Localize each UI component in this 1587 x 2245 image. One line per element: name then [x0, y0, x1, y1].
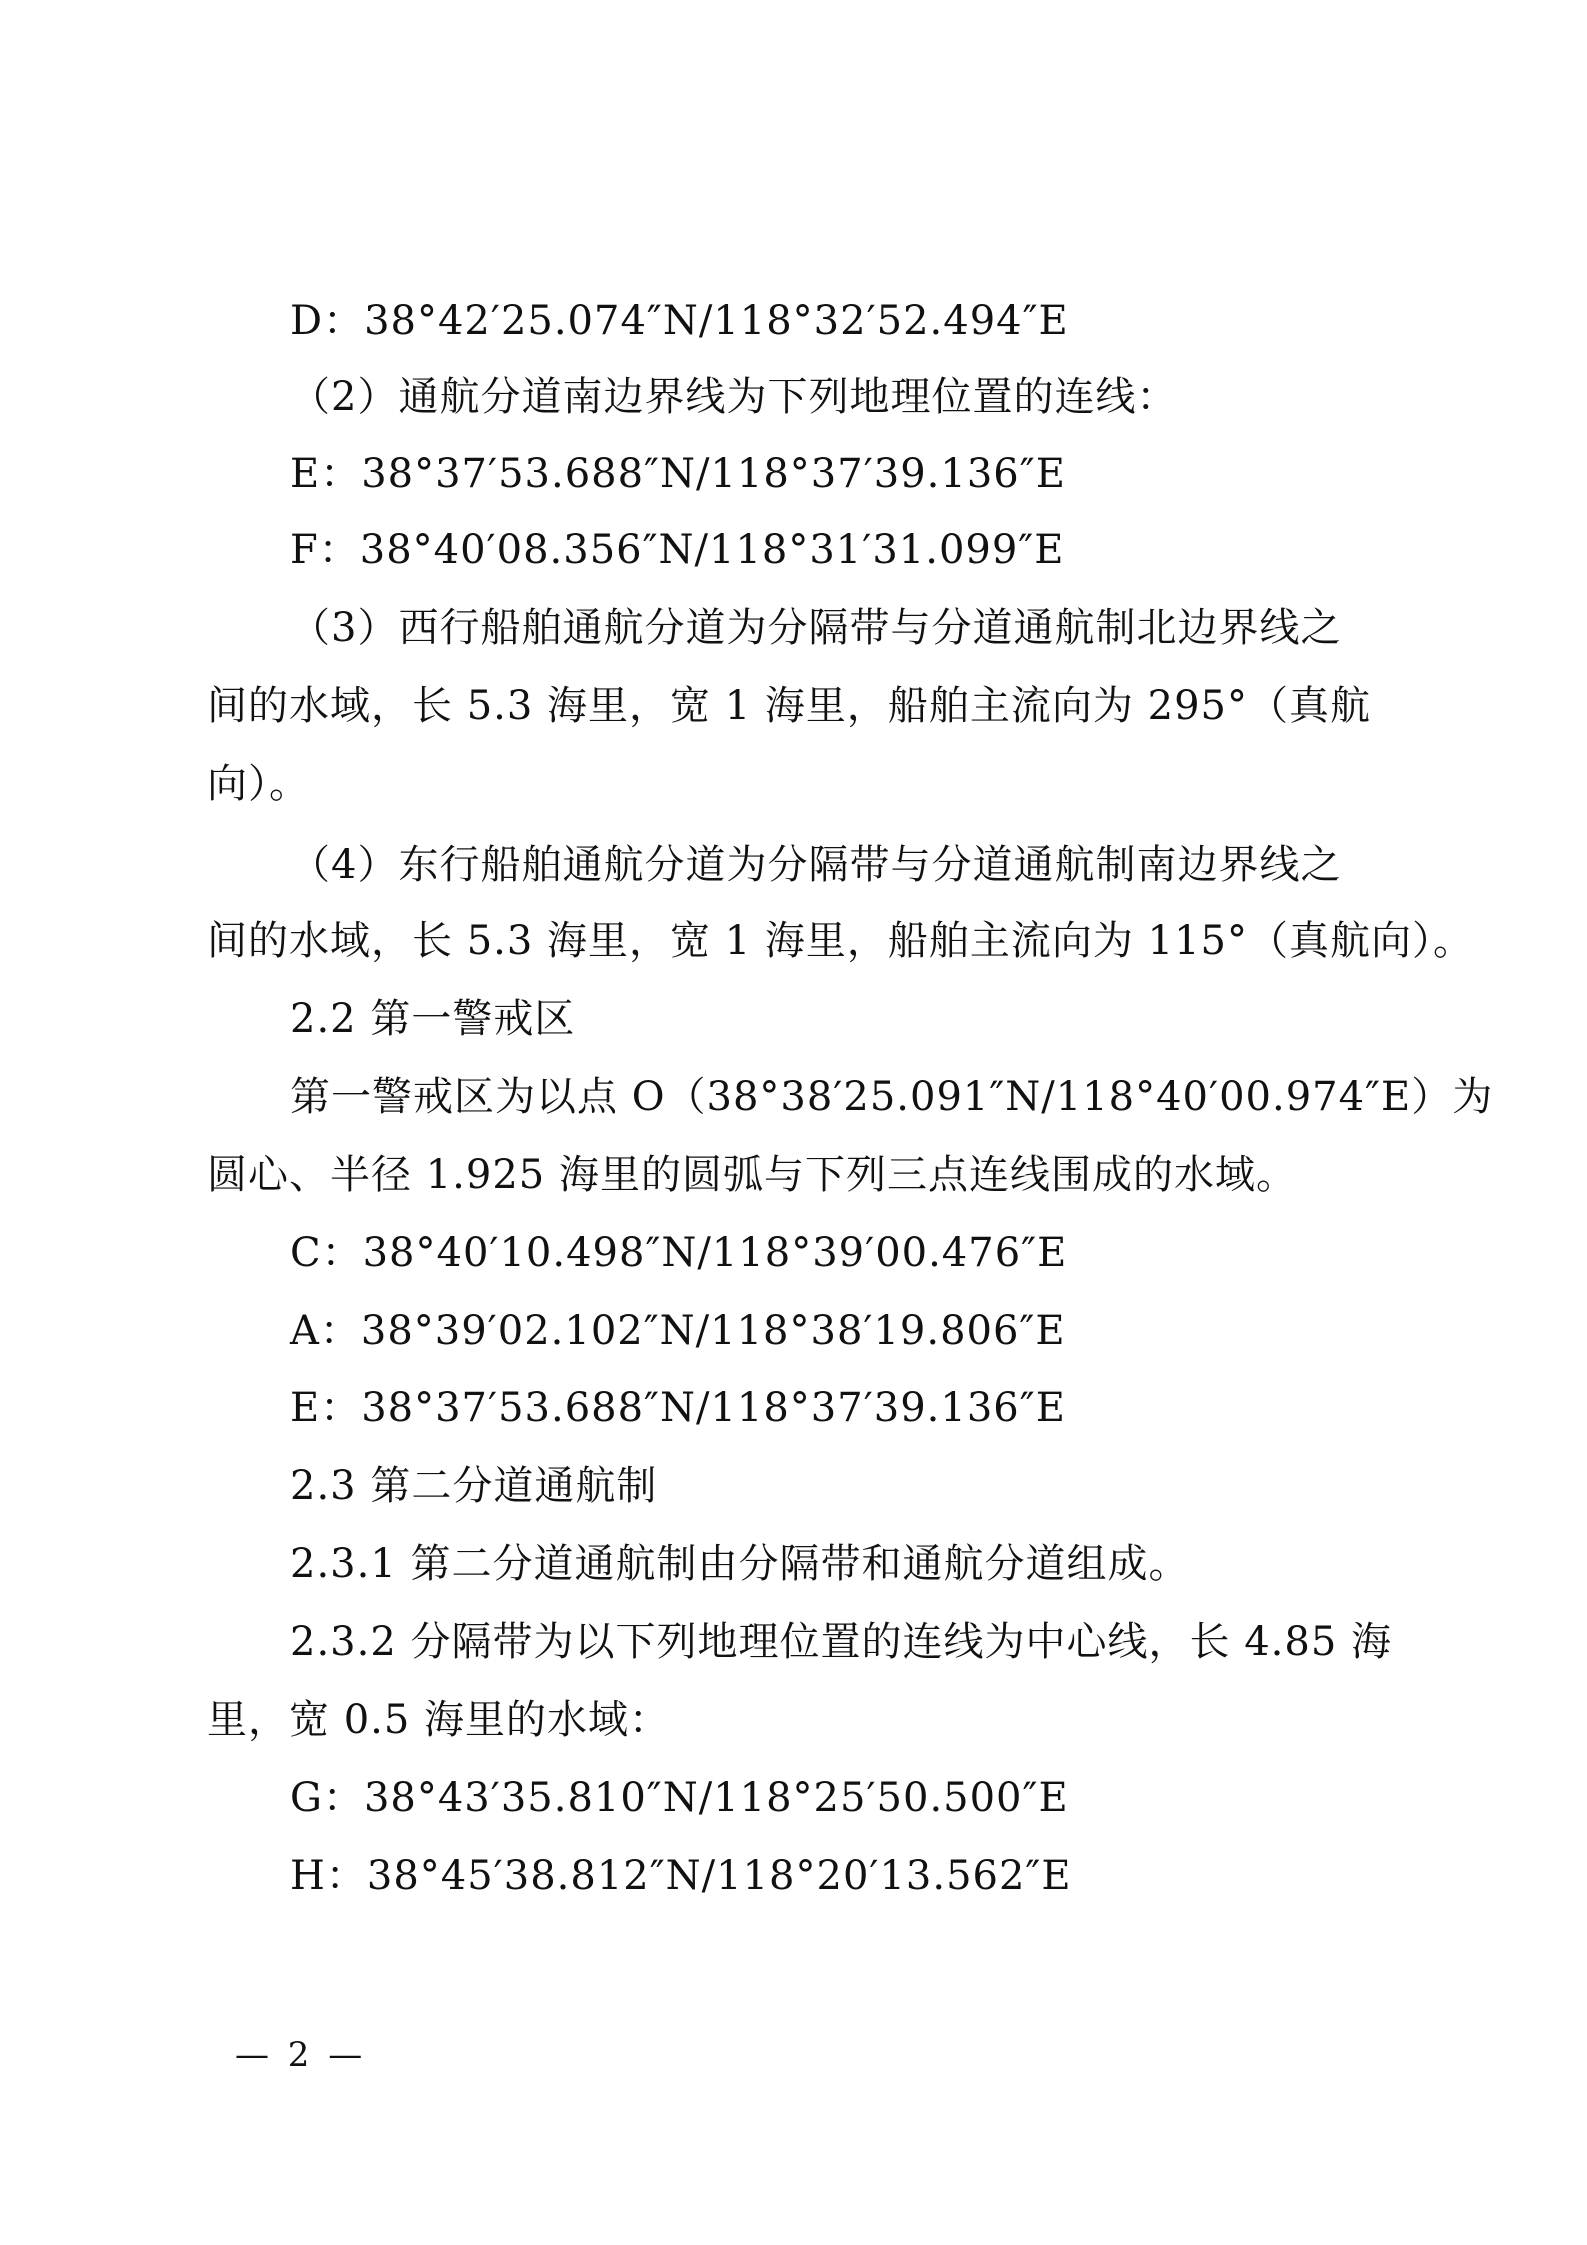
coordinate-d: D：38°42′25.074″N/118°32′52.494″E: [290, 298, 1069, 344]
coordinate-f: F：38°40′08.356″N/118°31′31.099″E: [290, 527, 1065, 573]
page-number: — 2 —: [235, 2035, 367, 2075]
paragraph-eastbound-line1: （4）东行船舶通航分道为分隔带与分道通航制南边界线之: [290, 842, 1342, 888]
paragraph-2-3-1: 2.3.1 第二分道通航制由分隔带和通航分道组成。: [290, 1541, 1190, 1587]
coordinate-a: A：38°39′02.102″N/118°38′19.806″E: [290, 1308, 1066, 1354]
section-heading-2-3: 2.3 第二分道通航制: [290, 1463, 658, 1509]
paragraph-precautionary-line1: 第一警戒区为以点 O（38°38′25.091″N/118°40′00.974″E）为: [290, 1074, 1494, 1120]
coordinate-e: E：38°37′53.688″N/118°37′39.136″E: [290, 451, 1066, 497]
paragraph-2-3-2-line1: 2.3.2 分隔带为以下列地理位置的连线为中心线，长 4.85 海: [290, 1619, 1392, 1665]
paragraph-westbound-line2: 间的水域，长 5.3 海里，宽 1 海里，船舶主流向为 295°（真航: [207, 683, 1371, 729]
paragraph-eastbound-line2: 间的水域，长 5.3 海里，宽 1 海里，船舶主流向为 115°（真航向）。: [207, 918, 1474, 964]
paragraph-precautionary-line2: 圆心、半径 1.925 海里的圆弧与下列三点连线围成的水域。: [207, 1152, 1297, 1198]
coordinate-h: H：38°45′38.812″N/118°20′13.562″E: [290, 1853, 1072, 1899]
coordinate-c: C：38°40′10.498″N/118°39′00.476″E: [290, 1230, 1068, 1276]
coordinate-g: G：38°43′35.810″N/118°25′50.500″E: [290, 1775, 1069, 1821]
paragraph-2-3-2-line2: 里，宽 0.5 海里的水域：: [207, 1697, 671, 1743]
coordinate-e-2: E：38°37′53.688″N/118°37′39.136″E: [290, 1385, 1066, 1431]
paragraph-south-boundary: （2）通航分道南边界线为下列地理位置的连线：: [290, 374, 1178, 420]
section-heading-2-2: 2.2 第一警戒区: [290, 996, 576, 1042]
paragraph-westbound-line3: 向）。: [207, 761, 310, 807]
paragraph-westbound-line1: （3）西行船舶通航分道为分隔带与分道通航制北边界线之: [290, 605, 1342, 651]
